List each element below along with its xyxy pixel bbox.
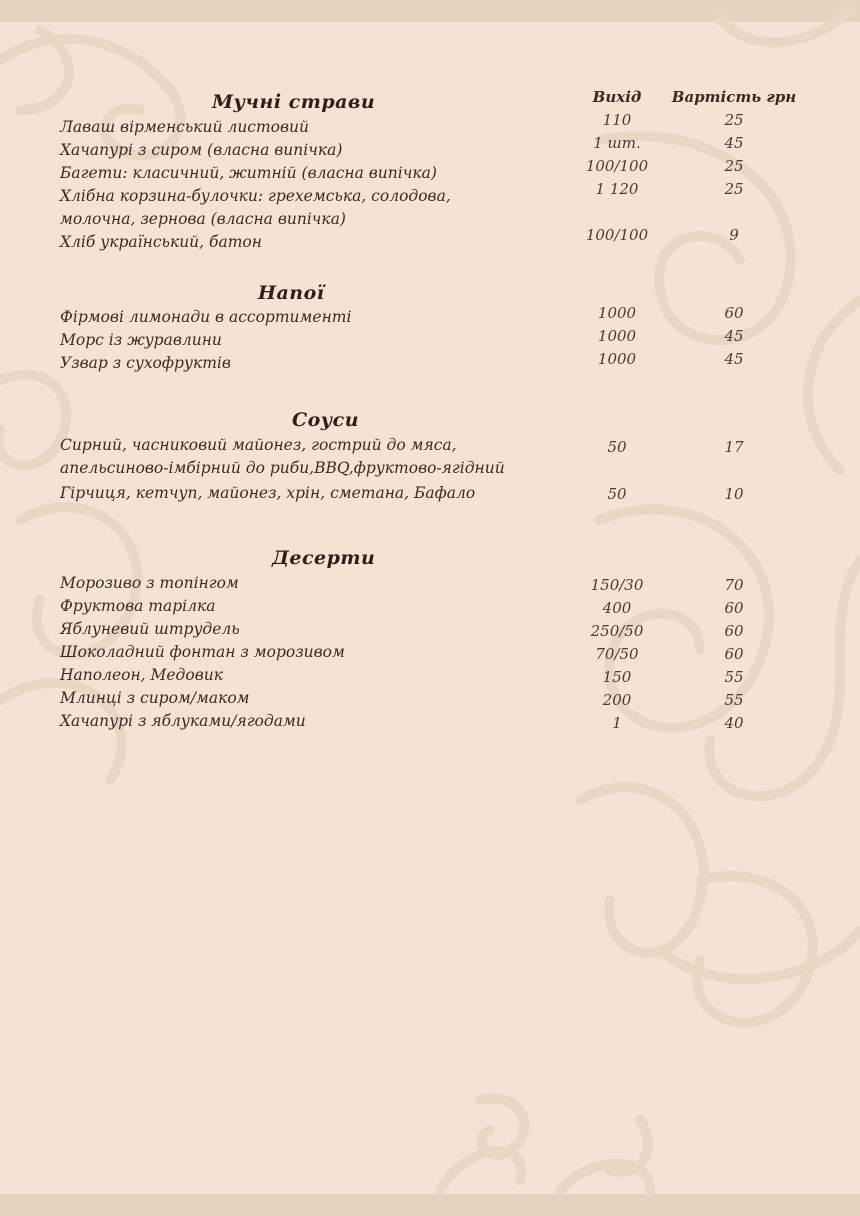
- menu-item-yield: 1000: [597, 327, 637, 345]
- menu-item-name: Яблуневий штрудель: [60, 620, 240, 638]
- menu-item-yield: 100/100: [585, 157, 649, 175]
- menu-item-yield: 1 120: [595, 180, 639, 198]
- menu-item-name: Наполеон, Медовик: [60, 666, 223, 684]
- menu-item-price: 25: [724, 180, 744, 198]
- price-column-header: Вартість грн: [671, 88, 797, 106]
- menu-item-name: Сирний, часниковий майонез, гострий до мяса,: [60, 436, 457, 454]
- menu-item-name-continued: апельсиново-імбірний до риби,BBQ,фруктово-ягідний: [60, 459, 505, 477]
- menu-item-price: 17: [724, 438, 744, 456]
- menu-item-yield: 1000: [597, 350, 637, 368]
- menu-item-yield: 70/50: [595, 645, 639, 663]
- menu-item-price: 25: [724, 157, 744, 175]
- menu-item-price: 55: [724, 668, 744, 686]
- menu-item-price: 60: [724, 622, 744, 640]
- menu-item-yield: 50: [607, 485, 627, 503]
- section-title-desserts: Десерти: [272, 547, 376, 569]
- section-title-sauces: Соуси: [292, 409, 360, 431]
- menu-item-name: Морс із журавлини: [60, 331, 222, 349]
- menu-item-price: 45: [724, 134, 744, 152]
- menu-item-yield: 400: [602, 599, 632, 617]
- menu-item-name: Узвар з сухофруктів: [60, 354, 231, 372]
- menu-item-name: Хліб український, батон: [60, 233, 262, 251]
- menu-item-price: 9: [729, 226, 739, 244]
- menu-item-price: 25: [724, 111, 744, 129]
- menu-item-name: Фруктова тарілка: [60, 597, 216, 615]
- menu-item-price: 60: [724, 304, 744, 322]
- menu-item-yield: 100/100: [585, 226, 649, 244]
- menu-item-yield: 200: [602, 691, 632, 709]
- menu-item-name: Хлібна корзина-булочки: грехемська, солодова,: [60, 187, 451, 205]
- section-title-flour-dishes: Мучні страви: [212, 91, 376, 113]
- menu-item-price: 45: [724, 350, 744, 368]
- menu-item-yield: 250/50: [590, 622, 644, 640]
- menu-item-yield: 1: [612, 714, 622, 732]
- menu-item-name: Багети: класичний, житній (власна випічка): [60, 164, 437, 182]
- menu-item-name: Морозиво з топінгом: [60, 574, 239, 592]
- menu-item-yield: 150/30: [590, 576, 644, 594]
- section-title-drinks: Напої: [258, 282, 325, 304]
- menu-item-price: 45: [724, 327, 744, 345]
- menu-item-price: 60: [724, 599, 744, 617]
- menu-item-yield: 110: [602, 111, 632, 129]
- menu-item-name: Фірмові лимонади в ассортименті: [60, 308, 352, 326]
- menu-item-yield: 50: [607, 438, 627, 456]
- menu-item-name: Млинці з сиром/маком: [60, 689, 250, 707]
- yield-column-header: Вихід: [592, 88, 642, 106]
- menu-item-yield: 1 шт.: [593, 134, 641, 152]
- menu-item-name-continued: молочна, зернова (власна випічка): [60, 210, 346, 228]
- menu-item-price: 55: [724, 691, 744, 709]
- menu-item-name: Хачапурі з яблуками/ягодами: [60, 712, 306, 730]
- menu-item-name: Хачапурі з сиром (власна випічка): [60, 141, 343, 159]
- menu-item-price: 40: [724, 714, 744, 732]
- menu-item-name: Лаваш вірменський листовий: [60, 118, 309, 136]
- menu-item-name: Шоколадний фонтан з морозивом: [60, 643, 345, 661]
- menu-item-yield: 1000: [597, 304, 637, 322]
- menu-item-yield: 150: [602, 668, 632, 686]
- menu-item-price: 70: [724, 576, 744, 594]
- menu-item-name: Гірчиця, кетчуп, майонез, хрін, сметана, Бафало: [60, 484, 476, 502]
- menu-item-price: 60: [724, 645, 744, 663]
- menu-item-price: 10: [724, 485, 744, 503]
